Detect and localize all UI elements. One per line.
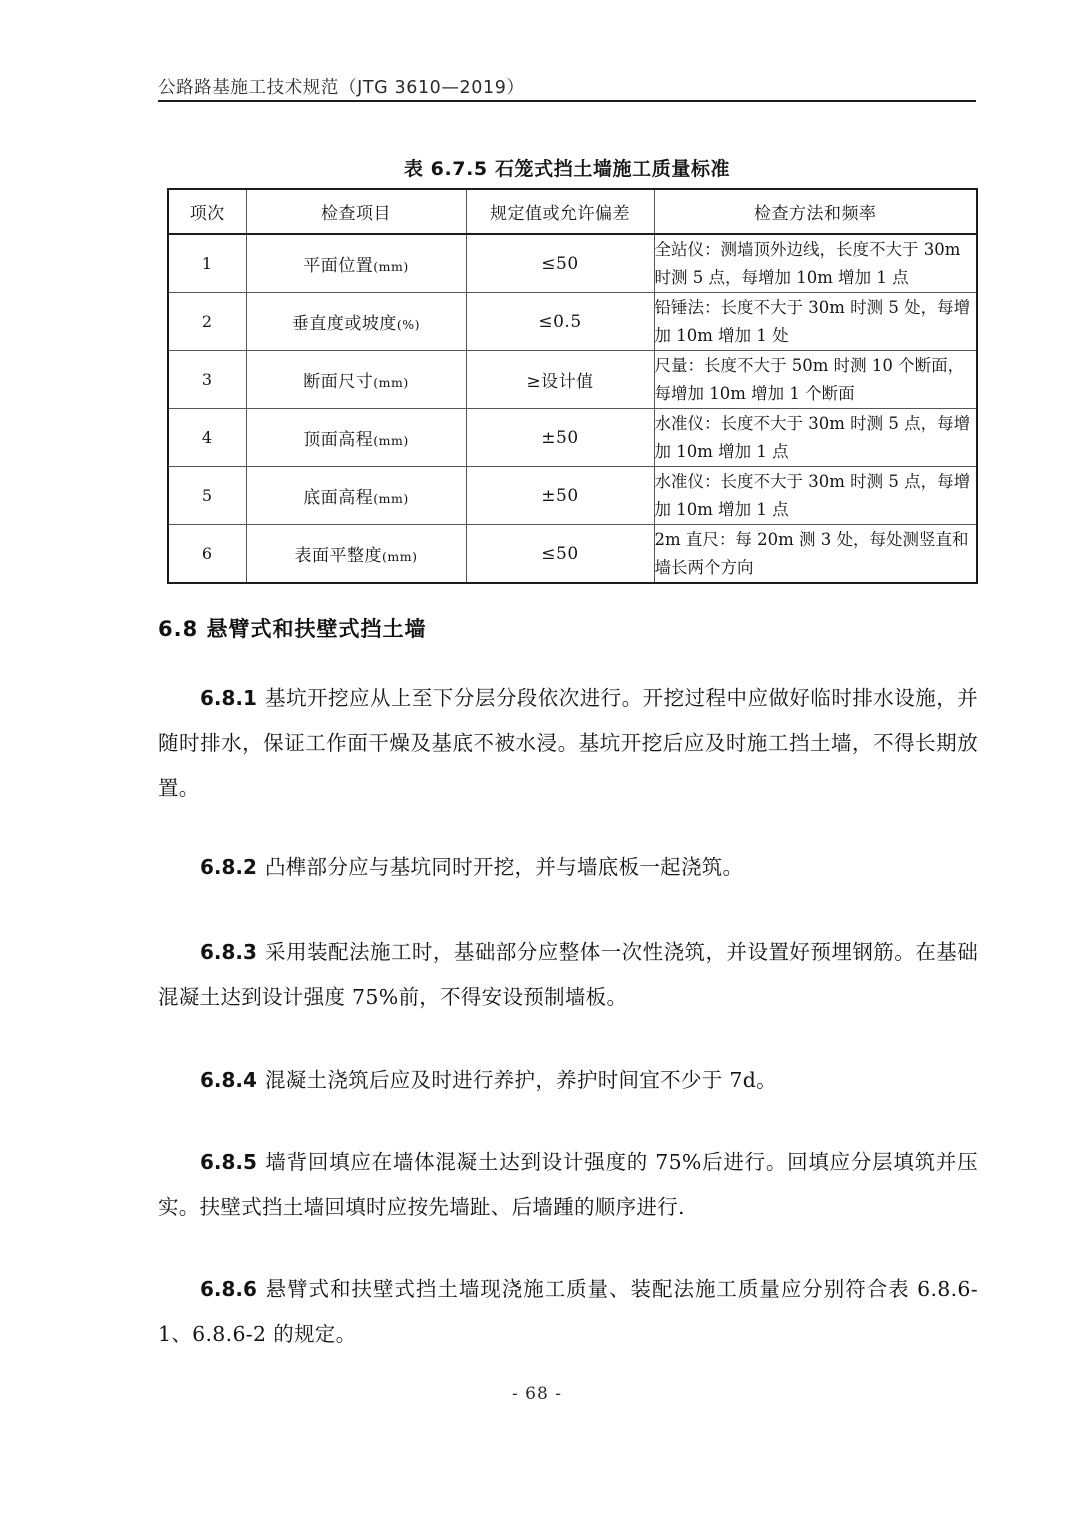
row-method: 全站仪：测墙顶外边线，长度不大于 30m 时测 5 点，每增加 10m 增加 1 点 xyxy=(654,234,977,293)
table-row xyxy=(168,293,977,351)
row-check-item-label: 垂直度或坡度 xyxy=(291,314,397,334)
clause-number: 6.8.3 xyxy=(200,940,257,964)
table-header-method-frequency: 检查方法和频率 xyxy=(654,189,977,234)
table-header-item-no: 项次 xyxy=(168,189,246,234)
row-number: 4 xyxy=(168,409,246,467)
row-check-item-label: 平面位置 xyxy=(303,256,374,276)
row-check-item-unit: (mm) xyxy=(373,491,409,506)
clause-text: 采用装配法施工时，基础部分应整体一次性浇筑，并设置好预埋钢筋。在基础混凝土达到设计强度 75%前，不得安设预制墙板。 xyxy=(158,940,978,1009)
table-row xyxy=(168,351,977,409)
row-method: 尺量：长度不大于 50m 时测 10 个断面，每增加 10m 增加 1 个断面 xyxy=(654,351,977,409)
clause-text: 混凝土浇筑后应及时进行养护，养护时间宜不少于 7d。 xyxy=(264,1068,777,1092)
row-spec: ≤50 xyxy=(466,525,654,584)
table-row xyxy=(168,234,977,293)
table-caption: 表 6.7.5 石笼式挡土墙施工质量标准 xyxy=(403,158,731,180)
clause-text: 凸榫部分应与基坑同时开挖，并与墙底板一起浇筑。 xyxy=(264,855,744,879)
row-method: 2m 直尺：每 20m 测 3 处，每处测竖直和墙长两个方向 xyxy=(654,525,977,584)
table-header-row xyxy=(168,189,977,234)
clause-number: 6.8.5 xyxy=(200,1150,257,1174)
clause-6-8-2 xyxy=(158,845,978,890)
row-check-item-label: 表面平整度 xyxy=(294,546,383,566)
row-spec: ≥设计值 xyxy=(466,351,654,409)
row-check-item xyxy=(246,525,466,584)
clause-text: 基坑开挖应从上至下分层分段依次进行。开挖过程中应做好临时排水设施，并随时排水，保证工作面干燥及基底不被水浸。基坑开挖后应及时施工挡土墙，不得长期放置。 xyxy=(158,686,978,800)
table-header-check-item: 检查项目 xyxy=(246,189,466,234)
row-check-item xyxy=(246,234,466,293)
table-row xyxy=(168,467,977,525)
table-row xyxy=(168,525,977,584)
table-row xyxy=(168,409,977,467)
row-method: 水准仪：长度不大于 30m 时测 5 点，每增加 10m 增加 1 点 xyxy=(654,409,977,467)
quality-standard-table xyxy=(167,188,976,584)
running-head: 公路路基施工技术规范（JTG 3610—2019） xyxy=(158,78,525,98)
row-check-item-label: 断面尺寸 xyxy=(303,372,374,392)
clause-number: 6.8.1 xyxy=(200,686,257,710)
row-spec: ≤50 xyxy=(466,234,654,293)
row-number: 5 xyxy=(168,467,246,525)
table-header-spec-tolerance: 规定值或允许偏差 xyxy=(466,189,654,234)
row-number: 6 xyxy=(168,525,246,584)
row-check-item-label: 底面高程 xyxy=(303,488,374,508)
row-check-item-unit: (mm) xyxy=(373,259,409,274)
clause-6-8-1 xyxy=(158,676,978,811)
row-number: 2 xyxy=(168,293,246,351)
clause-6-8-3 xyxy=(158,930,978,1020)
row-number: 3 xyxy=(168,351,246,409)
row-method: 铅锤法：长度不大于 30m 时测 5 处，每增加 10m 增加 1 处 xyxy=(654,293,977,351)
row-check-item-label: 顶面高程 xyxy=(303,430,374,450)
clause-number: 6.8.2 xyxy=(200,855,257,879)
clause-number: 6.8.6 xyxy=(200,1277,257,1301)
section-heading: 6.8 悬臂式和扶壁式挡土墙 xyxy=(158,617,427,641)
row-check-item xyxy=(246,467,466,525)
clause-6-8-6 xyxy=(158,1267,978,1357)
page-folio: - 68 - xyxy=(512,1384,562,1404)
row-check-item xyxy=(246,293,466,351)
clause-6-8-5 xyxy=(158,1140,978,1230)
clause-6-8-4 xyxy=(158,1058,978,1103)
clause-number: 6.8.4 xyxy=(200,1068,257,1092)
row-check-item-unit: (%) xyxy=(396,317,421,332)
row-spec: ±50 xyxy=(466,409,654,467)
row-spec: ±50 xyxy=(466,467,654,525)
clause-text: 悬臂式和扶壁式挡土墙现浇施工质量、装配法施工质量应分别符合表 6.8.6-1、6.8.6-2 的规定。 xyxy=(158,1277,978,1346)
header-rule xyxy=(158,100,976,102)
row-check-item xyxy=(246,409,466,467)
row-method: 水准仪：长度不大于 30m 时测 5 点，每增加 10m 增加 1 点 xyxy=(654,467,977,525)
row-check-item-unit: (mm) xyxy=(373,375,409,390)
clause-text: 墙背回填应在墙体混凝土达到设计强度的 75%后进行。回填应分层填筑并压实。扶壁式挡土墙回填时应按先墙趾、后墙踵的顺序进行. xyxy=(158,1150,978,1219)
row-spec: ≤0.5 xyxy=(466,293,654,351)
row-check-item-unit: (mm) xyxy=(373,433,409,448)
row-number: 1 xyxy=(168,234,246,293)
row-check-item-unit: (mm) xyxy=(382,549,418,564)
row-check-item xyxy=(246,351,466,409)
